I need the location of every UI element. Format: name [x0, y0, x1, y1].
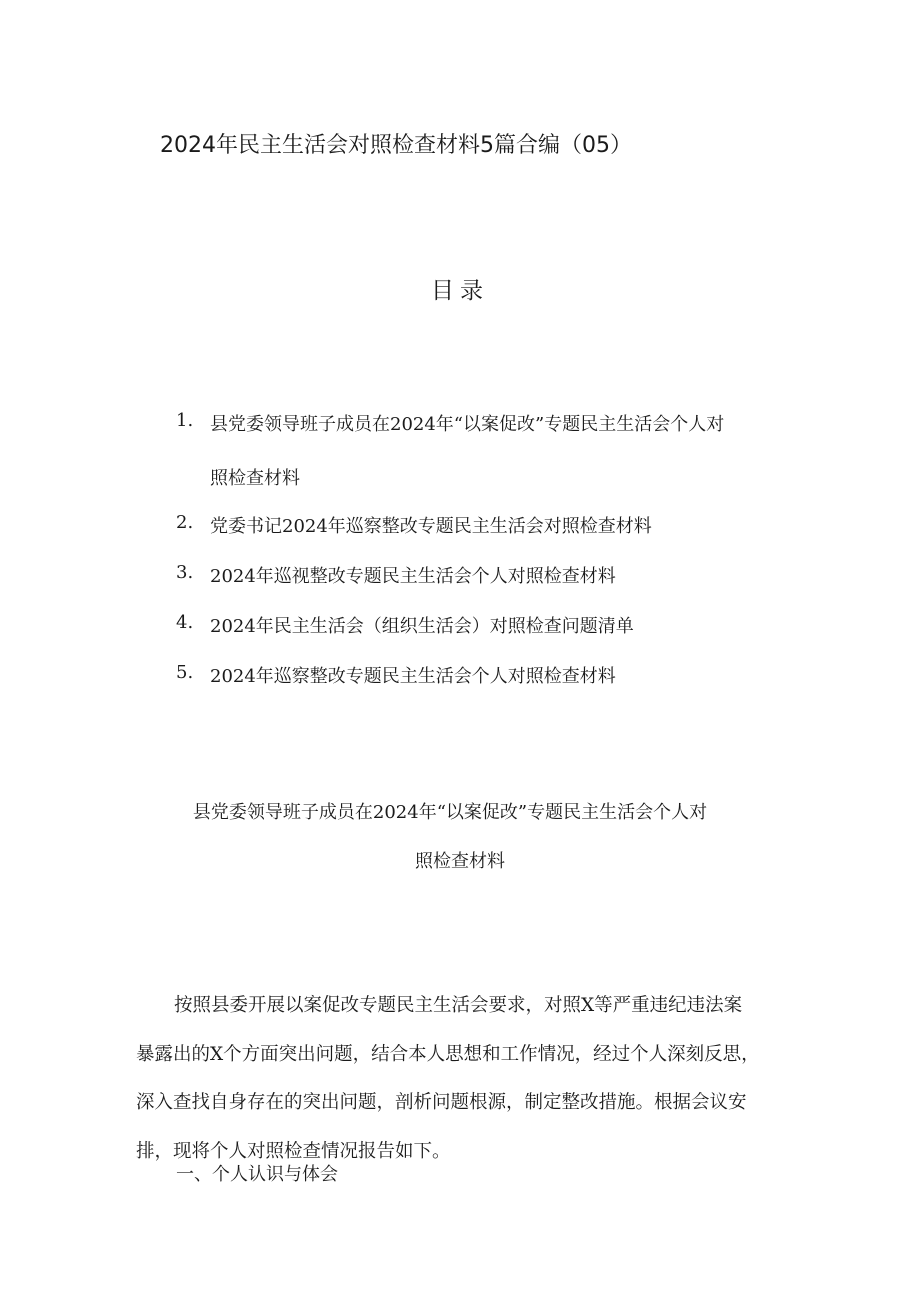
section-title: 县党委领导班子成员在2024年“以案促改”专题民主生活会个人对	[192, 802, 708, 823]
toc-item-number: 1.	[176, 410, 194, 431]
toc-item-text: 2024年巡视整改专题民主生活会个人对照检查材料	[210, 566, 616, 587]
paragraph-line: 按照县委开展以案促改专题民主生活会要求，对照X等严重违纪违法案	[174, 995, 743, 1016]
document-title: 2024年民主生活会对照检查材料5篇合编（05）	[160, 133, 632, 158]
toc-item-text: 2024年巡察整改专题民主生活会个人对照检查材料	[210, 666, 616, 687]
toc-item-text: 照检查材料	[210, 468, 300, 489]
section-title-continuation: 照检查材料	[415, 851, 505, 872]
paragraph-line: 深入查找自身存在的突出问题，剖析问题根源，制定整改措施。根据会议安	[136, 1092, 747, 1113]
toc-item-3[interactable]	[176, 562, 816, 612]
toc-item-1-continuation[interactable]	[176, 464, 816, 512]
table-of-contents	[176, 410, 816, 712]
toc-item-1[interactable]	[176, 410, 816, 464]
toc-item-number: 5.	[176, 662, 194, 683]
toc-item-number: 2.	[176, 512, 194, 533]
body-paragraph	[136, 982, 796, 1176]
toc-item-number: 3.	[176, 562, 194, 583]
toc-item-text: 党委书记2024年巡察整改专题民主生活会对照检查材料	[210, 516, 652, 537]
toc-item-5[interactable]	[176, 662, 816, 712]
toc-item-2[interactable]	[176, 512, 816, 562]
toc-item-text: 县党委领导班子成员在2024年“以案促改”专题民主生活会个人对	[210, 414, 725, 435]
toc-item-4[interactable]	[176, 612, 816, 662]
toc-item-number: 4.	[176, 612, 194, 633]
toc-item-text: 2024年民主生活会（组织生活会）对照检查问题清单	[210, 616, 634, 637]
paragraph-line: 排，现将个人对照检查情况报告如下。	[136, 1140, 451, 1162]
paragraph-line: 暴露出的X个方面突出问题，结合本人思想和工作情况，经过个人深刻反思，	[136, 1043, 760, 1065]
subheading: 一、个人认识与体会	[176, 1164, 338, 1185]
toc-heading: 目录	[431, 278, 489, 304]
